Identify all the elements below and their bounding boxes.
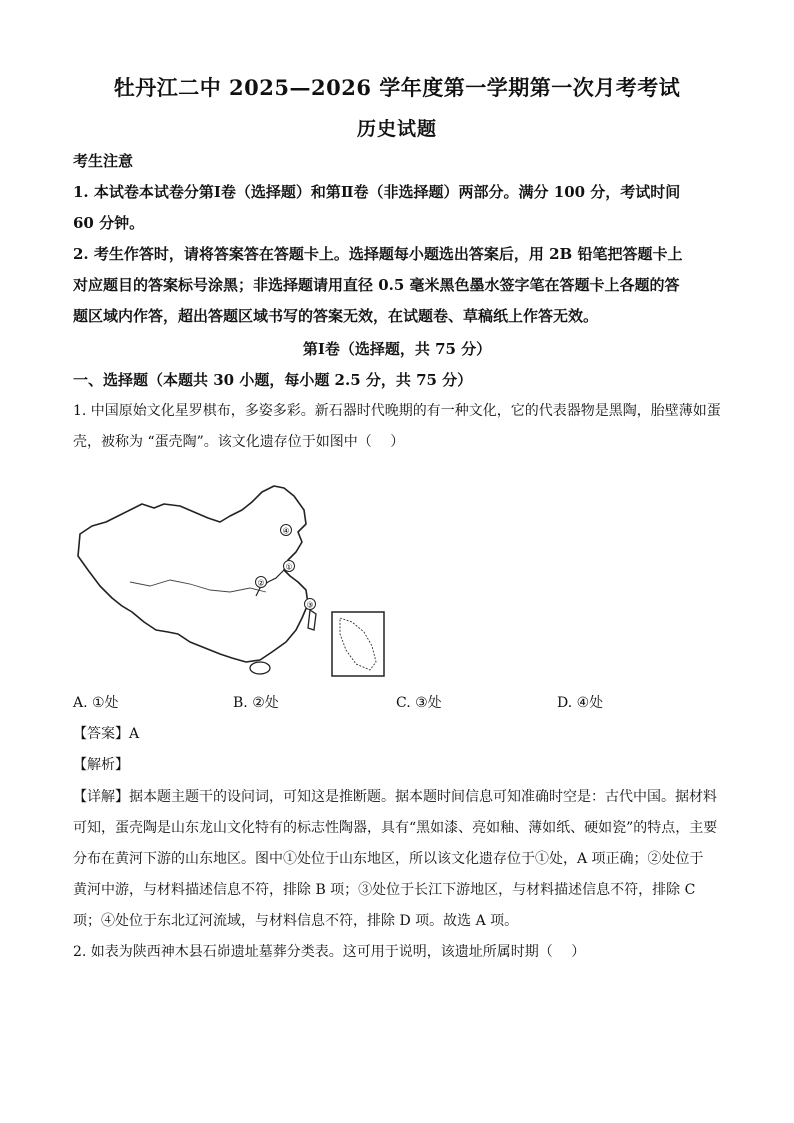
q1-detail-line-5: 项；④处位于东北辽河流域，与材料信息不符，排除 D 项。故选 A 项。	[73, 913, 519, 929]
exam-title: 牡丹江二中 2025—2026 学年度第一学期第一次月考考试	[113, 75, 681, 100]
notice-item-2-line-3: 题区域内作答，超出答题区域书写的答案无效，在试题卷、草稿纸上作答无效。	[73, 307, 599, 325]
q1-detail-line-3: 分布在黄河下游的山东地区。图中①处位于山东地区，所以该文化遗存位于①处，A 项正确；②处位于	[73, 851, 704, 867]
q1-analysis-label: 【解析】	[73, 757, 129, 773]
map-marker-1	[284, 561, 295, 572]
q1-detail-line-4: 黄河中游，与材料描述信息不符，排除 B 项；③处位于长江下游地区，与材料描述信息不符，排除 C	[73, 882, 696, 898]
svg-text:④: ④	[282, 526, 290, 536]
south-china-sea-inset	[332, 612, 384, 676]
notice-item-2-line-1: 2. 考生作答时，请将答案答在答题卡上。选择题每小题选出答案后，用 2B 铅笔把答题卡上	[73, 245, 683, 263]
section-heading: 一、选择题（本题共 30 小题，每小题 2.5 分，共 75 分）	[73, 371, 473, 389]
part1-heading: 第Ⅰ卷（选择题，共 75 分）	[302, 340, 492, 358]
q1-answer: 【答案】A	[73, 726, 140, 742]
svg-text:①: ①	[285, 562, 293, 572]
notice-item-1-line-1: 1. 本试卷本试卷分第Ⅰ卷（选择题）和第Ⅱ卷（非选择题）两部分。满分 100 分，考试时间	[73, 183, 681, 201]
map-marker-4	[281, 525, 292, 536]
q2-stem-line-1: 2. 如表为陕西神木县石峁遗址墓葬分类表。这可用于说明，该遗址所属时期（ ）	[73, 944, 586, 960]
svg-text:②: ②	[257, 578, 265, 588]
q1-option-b[interactable]: B. ②处	[233, 695, 279, 711]
svg-text:③: ③	[306, 600, 314, 610]
china-map	[70, 482, 390, 682]
map-marker-2	[256, 577, 267, 588]
q1-option-d[interactable]: D. ④处	[557, 695, 604, 711]
taiwan-island	[308, 610, 316, 630]
q1-detail-line-1: 【详解】据本题主题干的设问词，可知这是推断题。据本题时间信息可知准确时空是：古代中国。据材料	[73, 789, 717, 805]
hainan-island	[250, 662, 270, 674]
q1-detail-line-2: 可知，蛋壳陶是山东龙山文化特有的标志性陶器，具有“黑如漆、亮如釉、薄如纸、硬如瓷”的特点，主要	[73, 820, 718, 836]
q1-stem-line-1: 1. 中国原始文化星罗棋布，多姿多彩。新石器时代晚期的有一种文化，它的代表器物是黑陶，胎壁薄如蛋	[73, 403, 721, 419]
exam-subtitle: 历史试题	[356, 118, 437, 140]
q1-stem-line-2: 壳，被称为 “蛋壳陶”。该文化遗存位于如图中（ ）	[73, 434, 405, 450]
q1-option-a[interactable]: A. ①处	[73, 695, 119, 711]
notice-item-2-line-2: 对应题目的答案标号涂黑；非选择题请用直径 0.5 毫米黑色墨水签字笔在答题卡上各题的答	[73, 276, 680, 294]
q1-option-c[interactable]: C. ③处	[396, 695, 442, 711]
china-outline	[78, 486, 308, 662]
notice-heading: 考生注意	[73, 152, 134, 170]
river-line	[130, 580, 266, 592]
inset-coastline	[340, 618, 376, 670]
notice-item-1-line-2: 60 分钟。	[73, 214, 145, 232]
map-marker-3	[305, 599, 316, 610]
